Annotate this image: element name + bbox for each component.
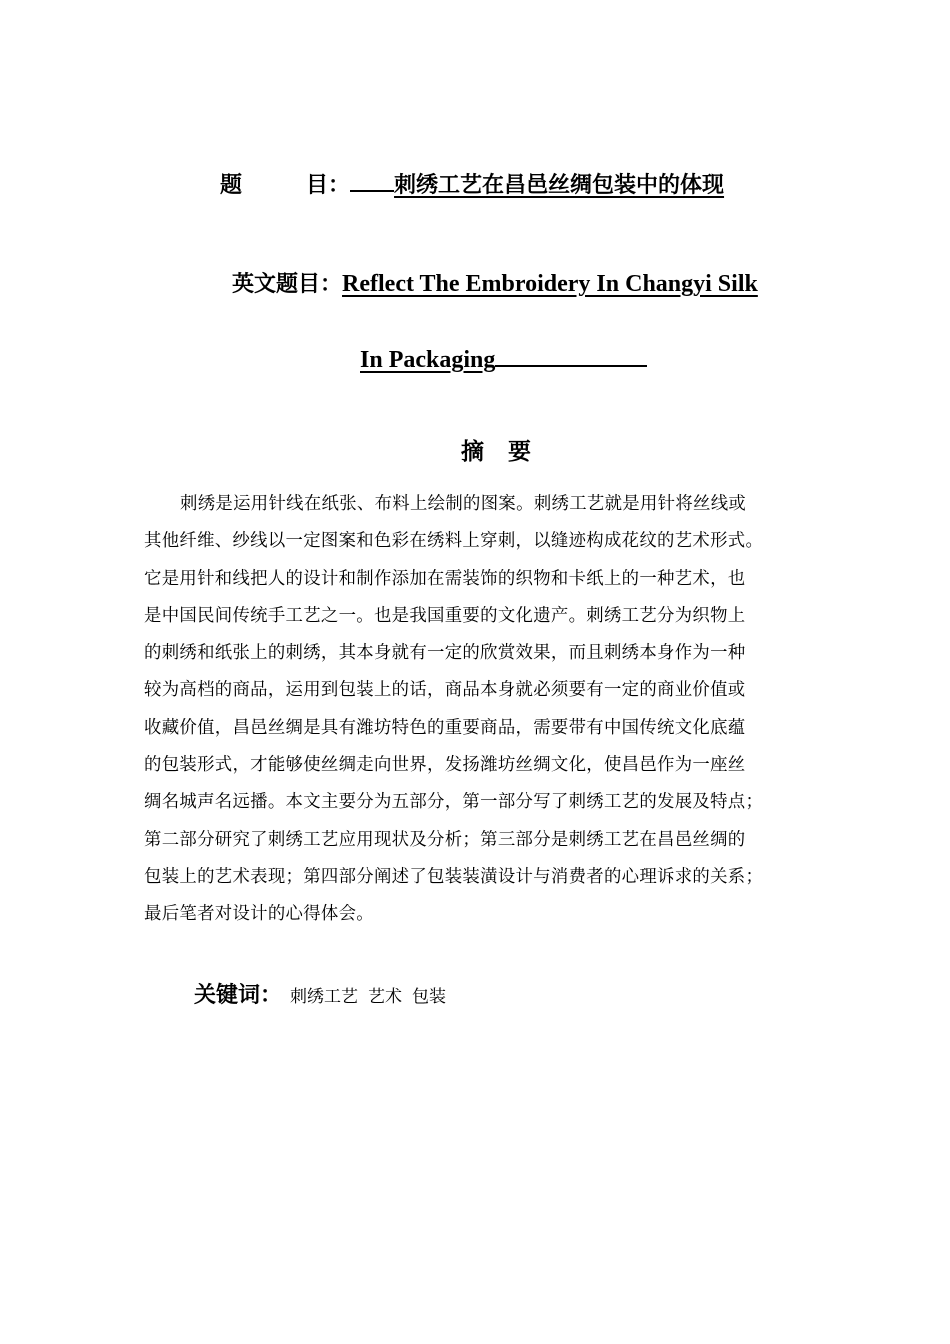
abstract-line: 刺绣是运用针线在纸张、布料上绘制的图案。刺绣工艺就是用针将丝线或 [180, 494, 747, 514]
english-title-line2: In Packaging [360, 347, 496, 373]
abstract-line: 的包装形式，才能够使丝绸走向世界，发扬潍坊丝绸文化，使昌邑作为一座丝 [144, 755, 746, 776]
keyword-item: 艺术 [368, 987, 403, 1007]
abstract-line: 收藏价值，昌邑丝绸是具有潍坊特色的重要商品，需要带有中国传统文化底蕴 [144, 717, 746, 738]
abstract-line: 第二部分研究了刺绣工艺应用现状及分析；第三部分是刺绣工艺在昌邑丝绸的 [144, 829, 746, 850]
chinese-title-label-1: 题 [220, 173, 243, 198]
keywords-row [194, 978, 446, 1015]
chinese-title-row [220, 168, 724, 203]
abstract-line: 是中国民间传统手工艺之一。也是我国重要的文化遗产。刺绣工艺分为织物上 [144, 605, 746, 626]
english-title-row [232, 266, 758, 304]
keyword-item: 刺绣工艺 [290, 987, 359, 1007]
abstract-line: 包装上的艺术表现；第四部分阐述了包装装潢设计与消费者的心理诉求的关系； [144, 866, 764, 887]
abstract-body [144, 486, 824, 934]
abstract-line: 的刺绣和纸张上的刺绣，其本身就有一定的欣赏效果，而且刺绣本身作为一种 [144, 643, 746, 664]
english-title-underline-trail [495, 345, 647, 367]
chinese-title-label-2: 目： [306, 173, 351, 198]
chinese-title-value: 刺绣工艺在昌邑丝绸包装中的体现 [394, 173, 725, 198]
keyword-item: 包装 [412, 987, 447, 1007]
english-title-row-2 [360, 342, 647, 380]
title-underline-lead [350, 168, 394, 192]
abstract-line: 其他纤维、纱线以一定图案和色彩在绣料上穿刺，以缝迹构成花纹的艺术形式。 [144, 531, 764, 552]
english-title-label: 英文题目： [232, 272, 343, 297]
abstract-heading: 摘要 [461, 439, 555, 465]
abstract-line: 它是用针和线把人的设计和制作添加在需装饰的织物和卡纸上的一种艺术，也 [144, 568, 746, 589]
english-title-line1: Reflect The Embroidery In Changyi Silk [342, 271, 758, 297]
abstract-line: 较为高档的商品，运用到包装上的话，商品本身就必须要有一定的商业价值或 [144, 680, 746, 701]
abstract-line: 最后笔者对设计的心得体会。 [144, 904, 374, 925]
abstract-line: 绸名城声名远播。本文主要分为五部分，第一部分写了刺绣工艺的发展及特点； [144, 792, 764, 813]
keywords-label: 关键词： [194, 983, 283, 1008]
